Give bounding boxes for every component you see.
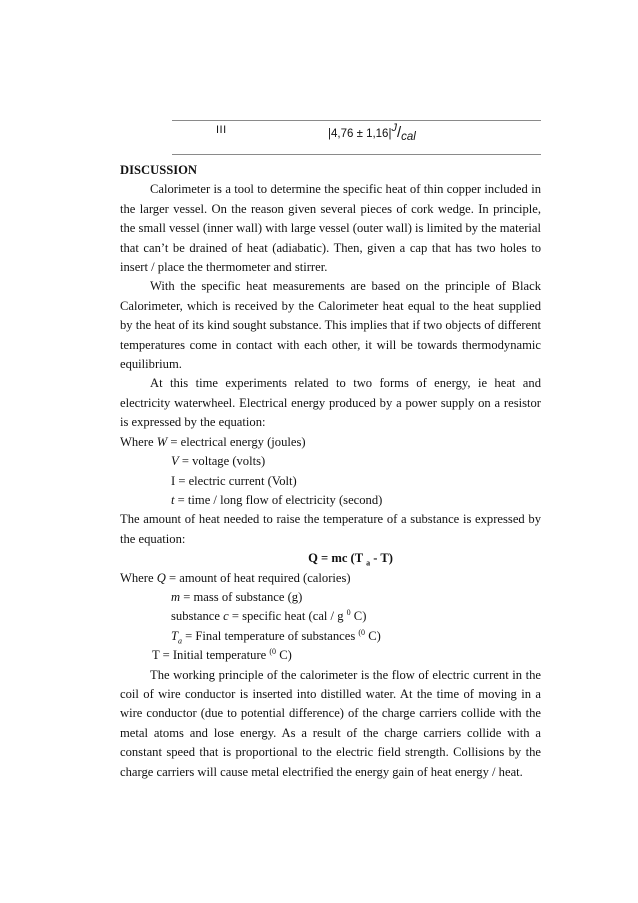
table-row xyxy=(172,120,541,148)
value-text: |4,76 ± 1,16| xyxy=(328,128,392,140)
unit-numerator: J xyxy=(391,122,397,134)
where-label: Where xyxy=(120,570,157,585)
c-end: C) xyxy=(350,609,367,624)
def-t-line xyxy=(120,491,541,510)
unit-denominator: cal xyxy=(401,131,416,143)
where-label: Where xyxy=(120,434,157,449)
def-t: = time / long flow of electricity (second) xyxy=(174,492,383,507)
eq-left: Q = mc (T xyxy=(308,551,367,566)
where-q-line xyxy=(120,569,541,588)
def-w: = electrical energy (joules) xyxy=(167,434,306,449)
var-v: V xyxy=(171,454,179,469)
var-t: t xyxy=(171,492,175,507)
unit-slash: / xyxy=(396,124,402,141)
paragraph-4: The amount of heat needed to raise the temperature of a substance is expressed by the equation: xyxy=(120,512,541,546)
discussion-section xyxy=(120,161,541,782)
ti-sup: (0 xyxy=(269,646,277,656)
def-v-line xyxy=(120,452,541,471)
eq-sub: a xyxy=(366,558,371,568)
section-heading: DISCUSSION xyxy=(120,163,197,177)
var-m: m xyxy=(171,589,181,604)
var-w: W xyxy=(156,434,168,449)
paragraph-1: Calorimeter is a tool to determine the specific heat of thin copper included in the larger vessel. On the reason given several pieces of cork wedge. In principle, the small vessel (inner wall) with large vessel (outer wall) is limited by the material that can’t be drained of heat (adiabatic). Then, given a cap that has two holes to insert / place the thermometer and stirrer. xyxy=(120,182,541,275)
table-bottom-rule xyxy=(172,154,541,155)
var-c: c xyxy=(223,609,229,624)
var-ta: T xyxy=(171,628,179,643)
paragraph-3: At this time experiments related to two forms of energy, ie heat and electricity waterwheel. Electrical energy produced by a power supply on a resistor is expressed by the equation: xyxy=(120,376,541,430)
paragraph-5: The working principle of the calorimeter is the flow of electric current in the coil of wire conductor is inserted into distilled water. At the time of moving in a wire conductor (due to potential difference) of the charge carriers collide with the metal atoms and lose energy. As a result of the charge carriers collide with a constant speed that is proportional to the electric field strength. Collisions by the charge carriers will cause metal electrified the energy gain of heat energy / heat. xyxy=(120,667,541,779)
def-ti-line xyxy=(120,646,541,665)
def-c-line xyxy=(120,607,541,626)
ta-end: C) xyxy=(365,628,381,643)
ta-sup: (0 xyxy=(358,627,366,637)
var-q: Q xyxy=(156,570,166,585)
def-ti: T = Initial temperature xyxy=(152,648,270,663)
eq-right: - T) xyxy=(370,551,393,566)
where-w-line xyxy=(120,433,541,452)
def-v: = voltage (volts) xyxy=(178,454,266,469)
def-c: = specific heat (cal / g xyxy=(228,609,347,624)
def-ta: = Final temperature of substances xyxy=(182,628,359,643)
ta-sub: a xyxy=(178,636,183,646)
def-i-line: I = electric current (Volt) xyxy=(171,473,297,488)
table-row-value xyxy=(328,124,416,141)
paragraph-2: With the specific heat measurements are based on the principle of Black Calorimeter, which is received by the Calorimeter heat equal to the heat supplied by the heat of its kind sought substance. This implies that if two objects of different temperatures come in contact with each other, it will be towards thermodynamic equilibrium. xyxy=(120,279,541,372)
def-m: = mass of substance (g) xyxy=(180,589,303,604)
ti-end: C) xyxy=(276,648,292,663)
c-prefix: substance xyxy=(171,609,224,624)
def-ta-line xyxy=(120,627,541,646)
def-m-line xyxy=(120,588,541,607)
heat-equation xyxy=(120,549,541,568)
table-row-label: III xyxy=(216,124,227,136)
c-sup: 0 xyxy=(346,608,351,618)
def-q: = amount of heat required (calories) xyxy=(165,570,351,585)
